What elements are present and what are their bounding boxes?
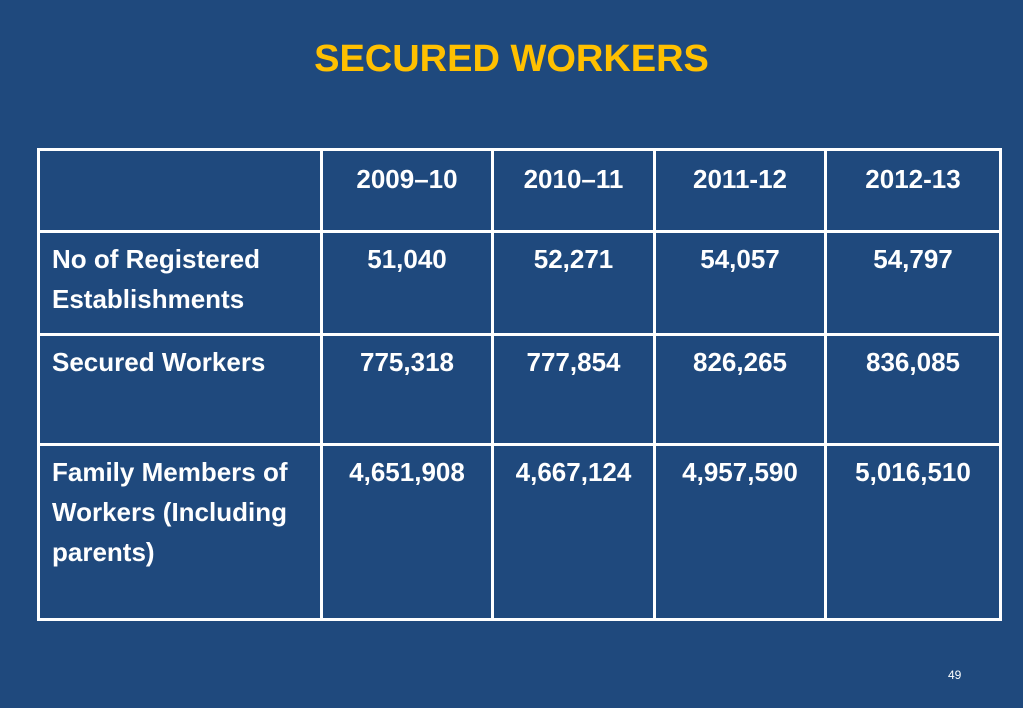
data-table bbox=[37, 148, 1002, 621]
table-cell: 836,085 bbox=[826, 335, 1001, 445]
table-cell: 5,016,510 bbox=[826, 445, 1001, 620]
table-cell: 52,271 bbox=[493, 232, 655, 335]
row-label: Secured Workers bbox=[39, 335, 322, 445]
table-cell: 51,040 bbox=[322, 232, 493, 335]
column-header: 2010–11 bbox=[493, 150, 655, 232]
table-cell: 54,797 bbox=[826, 232, 1001, 335]
row-label: No of Registered Establishments bbox=[39, 232, 322, 335]
row-label: Family Members of Workers (Including parents) bbox=[39, 445, 322, 620]
table-cell: 4,651,908 bbox=[322, 445, 493, 620]
table-header-row bbox=[39, 150, 1001, 232]
table-cell: 4,667,124 bbox=[493, 445, 655, 620]
column-header: 2012-13 bbox=[826, 150, 1001, 232]
table-row bbox=[39, 445, 1001, 620]
column-header: 2011-12 bbox=[655, 150, 826, 232]
corner-cell bbox=[39, 150, 322, 232]
table-cell: 4,957,590 bbox=[655, 445, 826, 620]
table-row bbox=[39, 335, 1001, 445]
table-cell: 775,318 bbox=[322, 335, 493, 445]
slide-title: SECURED WORKERS bbox=[314, 38, 709, 80]
table-cell: 826,265 bbox=[655, 335, 826, 445]
page-number: 49 bbox=[948, 668, 962, 682]
table-cell: 777,854 bbox=[493, 335, 655, 445]
table-row bbox=[39, 232, 1001, 335]
table-cell: 54,057 bbox=[655, 232, 826, 335]
column-header: 2009–10 bbox=[322, 150, 493, 232]
